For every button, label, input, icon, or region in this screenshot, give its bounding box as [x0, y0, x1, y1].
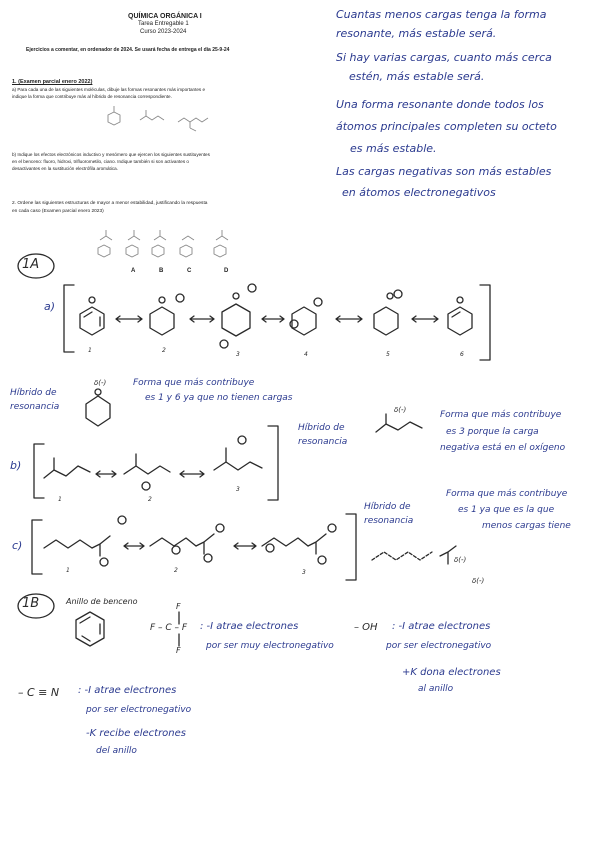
hybrid-b-charge: δ(-) [394, 406, 407, 414]
question1-a-line2: indique la forma que contribuye más al híbrido de resonancia correspondiente. [12, 94, 172, 99]
hybrid-c-charge-1: δ(-) [454, 556, 467, 564]
answer-c-line2: es 1 ya que es la que [458, 505, 555, 515]
printed-molecules-q1 [108, 106, 208, 131]
note-line-8: Las cargas negativas son más estables [336, 165, 552, 178]
c-number-1: 1 [66, 567, 70, 574]
hybrid-b-line1: Híbrido de [298, 423, 345, 433]
question1-a-line1: a) Para cada una de las siguientes moléculas, dibuje las formas resonantes más importantes e [12, 87, 206, 92]
c-number-3: 3 [302, 569, 306, 576]
note-line-6: átomos principales completen su octeto [336, 120, 557, 133]
question1-b-line2: en el benceno: fluoro, hidroxi, trifluorometilo, ciano. Indique también si son activantes o [12, 159, 189, 164]
answer-b-line1: Forma que más contribuye [440, 410, 562, 420]
hybrid-a-line2: resonancia [10, 402, 60, 412]
hybrid-a-charge: δ(-) [94, 379, 107, 387]
cn-meso: -K recibe electrones [86, 728, 186, 739]
hybrid-b-line2: resonancia [298, 437, 348, 447]
cf3-top-f: F [176, 602, 181, 611]
oh-reason: por ser electronegativo [386, 641, 492, 651]
note-line-4: estén, más estable será. [349, 70, 485, 83]
question2-line2: en cada caso (Examen parcial enero 2023) [12, 209, 104, 214]
question1-b-line3: desactivantes en la sustitución electrófila aromática. [12, 166, 118, 171]
a-number-4: 4 [304, 351, 308, 358]
answer-b-line3: negativa está en el oxígeno [440, 443, 566, 453]
course-year: Curso 2023-2024 [140, 29, 187, 35]
hybrid-c-line1: Híbrido de [364, 502, 411, 512]
q2-label-b: B [159, 268, 164, 274]
a-number-3: 3 [236, 351, 240, 358]
hybrid-c-charge-2: δ(-) [472, 577, 485, 585]
hybrid-a-ring [86, 396, 110, 426]
benzene-label: Anillo de benceno [66, 597, 138, 606]
b-number-1: 1 [58, 496, 62, 503]
q2-label-a: A [131, 268, 136, 274]
answer-c-line1: Forma que más contribuye [446, 489, 568, 499]
bracket-b-left [34, 444, 44, 498]
q2-label-c: C [187, 268, 192, 274]
oh-formula: – OH [354, 622, 378, 633]
resonance-molecules-b [44, 414, 422, 490]
tag-1b-circle [18, 594, 54, 618]
oh-meso-reason: al anillo [418, 684, 454, 694]
part-a-label: a) [44, 300, 56, 313]
answer-a-line1: Forma que más contribuye [133, 378, 255, 388]
c-number-2: 2 [174, 567, 178, 574]
cn-effect: : -I atrae electrones [78, 685, 177, 696]
cf3-formula: F – C – F [150, 623, 188, 633]
question1-title: 1. (Examen parcial enero 2022) [12, 79, 93, 85]
printed-structures-q2 [98, 230, 228, 257]
tag-1a-circle [18, 254, 54, 278]
hybrid-a-line1: Híbrido de [10, 388, 57, 398]
bracket-a-right [480, 285, 490, 360]
note-line-3: Si hay varias cargas, cuanto más cerca [336, 51, 552, 64]
course-title: QUÍMICA ORGÁNICA I [128, 13, 202, 20]
cn-formula: – C ≡ N [18, 686, 60, 699]
resonance-molecules-c [44, 516, 456, 566]
cf3-reason: por ser muy electronegativo [206, 641, 334, 651]
answer-a-line2: es 1 y 6 ya que no tienen cargas [145, 393, 293, 403]
a-number-1: 1 [88, 347, 92, 354]
note-line-5: Una forma resonante donde todos los [336, 98, 544, 111]
answer-b-line2: es 3 porque la carga [446, 427, 539, 437]
part-b-label: b) [10, 459, 22, 472]
note-line-9: en átomos electronegativos [342, 186, 496, 199]
question1-b-line1: b) Indique los efectos electrónicos inductivo y mesómero que ejercen los siguientes sustituyentes [12, 152, 210, 157]
bracket-c-left [32, 520, 42, 574]
b-number-2: 2 [148, 496, 152, 503]
bracket-a-left [64, 285, 74, 352]
answer-c-line3: menos cargas tiene [482, 521, 571, 531]
bracket-c-right [346, 514, 356, 580]
q2-label-d: D [224, 268, 229, 274]
resonance-arrows-c [124, 543, 256, 549]
cf3-effect: : -I atrae electrones [200, 621, 299, 632]
a-number-5: 5 [386, 351, 390, 358]
note-line-7: es más estable. [350, 142, 437, 155]
resonance-arrows-a [116, 316, 438, 322]
part-c-label: c) [12, 539, 23, 552]
hybrid-c-line2: resonancia [364, 516, 414, 526]
a-number-2: 2 [162, 347, 166, 354]
oh-effect: : -I atrae electrones [392, 621, 491, 632]
bracket-b-right [268, 426, 278, 500]
cn-reason: por ser electronegativo [86, 705, 192, 715]
a-number-6: 6 [460, 351, 464, 358]
note-line-1: Cuantas menos cargas tenga la forma [336, 8, 547, 21]
tag-1b: 1B [22, 596, 40, 611]
tag-1a: 1A [22, 257, 40, 272]
cf3-bottom-f: F [176, 646, 181, 655]
task-title: Tarea Entregable 1 [138, 21, 189, 27]
note-line-2: resonante, más estable será. [336, 27, 497, 40]
instructions: Ejercicios a comentar, en ordenador de 2024. Se usará fecha de entrega el día 25-9-24 [26, 47, 230, 53]
cn-meso-reason: del anillo [96, 746, 137, 756]
oh-meso: +K dona electrones [402, 667, 501, 678]
question2-line1: 2. Ordene las siguientes estructuras de mayor a menor estabilidad, justificando la respuesta [12, 201, 208, 206]
b-number-3: 3 [236, 486, 240, 493]
